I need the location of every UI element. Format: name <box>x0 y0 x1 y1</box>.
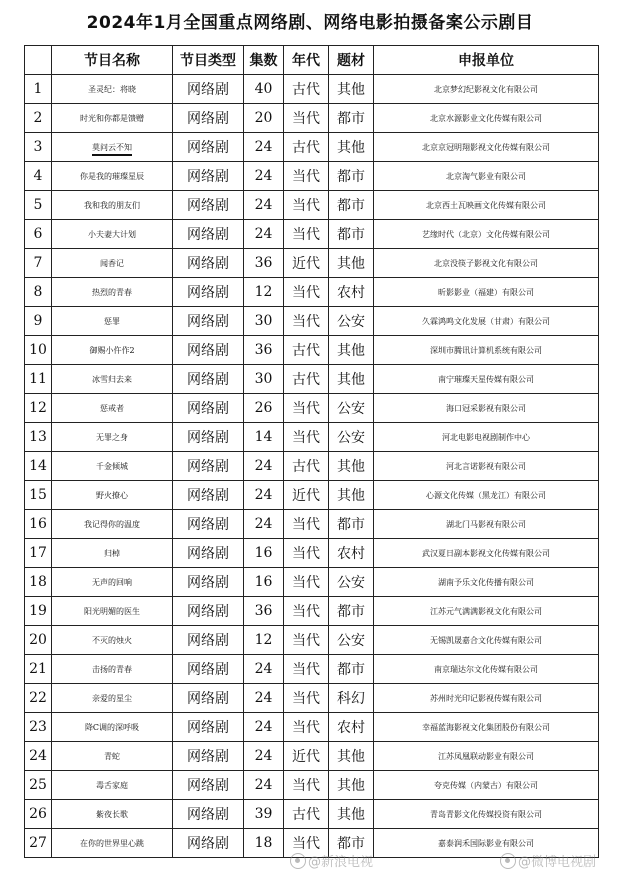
cell-type: 网络剧 <box>173 510 244 539</box>
cell-org: 幸福蓝海影视文化集团股份有限公司 <box>374 713 599 742</box>
table-row <box>25 133 599 162</box>
cell-name: 亲爱的星尘 <box>52 684 173 713</box>
cell-era: 古代 <box>284 365 329 394</box>
cell-name: 紫夜长歌 <box>52 800 173 829</box>
cell-era: 当代 <box>284 655 329 684</box>
header-type: 节目类型 <box>173 46 244 75</box>
header-name: 节目名称 <box>52 46 173 75</box>
cell-episodes: 16 <box>244 568 284 597</box>
cell-org: 艺缘时代（北京）文化传媒有限公司 <box>374 220 599 249</box>
weibo-logo-icon <box>500 853 516 869</box>
cell-episodes: 30 <box>244 365 284 394</box>
table-row <box>25 597 599 626</box>
cell-era: 当代 <box>284 829 329 858</box>
cell-type: 网络剧 <box>173 191 244 220</box>
cell-name: 惩罪 <box>52 307 173 336</box>
cell-type: 网络剧 <box>173 365 244 394</box>
table-row <box>25 336 599 365</box>
cell-org: 河北电影电视剧制作中心 <box>374 423 599 452</box>
cell-org: 江苏元气满满影视文化有限公司 <box>374 597 599 626</box>
cell-type: 网络剧 <box>173 655 244 684</box>
cell-episodes: 20 <box>244 104 284 133</box>
cell-episodes: 40 <box>244 75 284 104</box>
cell-genre: 公安 <box>329 626 374 655</box>
cell-era: 当代 <box>284 220 329 249</box>
cell-episodes: 24 <box>244 481 284 510</box>
cell-genre: 其他 <box>329 742 374 771</box>
cell-genre: 其他 <box>329 452 374 481</box>
cell-name: 千金倾城 <box>52 452 173 481</box>
cell-episodes: 24 <box>244 133 284 162</box>
cell-genre: 都市 <box>329 597 374 626</box>
cell-type: 网络剧 <box>173 423 244 452</box>
cell-episodes: 36 <box>244 249 284 278</box>
filing-table <box>24 45 599 858</box>
cell-era: 近代 <box>284 481 329 510</box>
cell-org: 北京淘气影业有限公司 <box>374 162 599 191</box>
cell-no: 10 <box>25 336 52 365</box>
table-row <box>25 104 599 133</box>
header-era: 年代 <box>284 46 329 75</box>
cell-episodes: 24 <box>244 713 284 742</box>
cell-era: 当代 <box>284 510 329 539</box>
cell-org: 湖南予乐文化传播有限公司 <box>374 568 599 597</box>
cell-no: 16 <box>25 510 52 539</box>
cell-era: 近代 <box>284 742 329 771</box>
cell-no: 12 <box>25 394 52 423</box>
table-row <box>25 162 599 191</box>
page-title: 2024年1月全国重点网络剧、网络电影拍摄备案公示剧目 <box>86 13 534 33</box>
cell-genre: 公安 <box>329 394 374 423</box>
cell-org: 苏州时光印记影视传媒有限公司 <box>374 684 599 713</box>
header-org: 申报单位 <box>374 46 599 75</box>
cell-no: 8 <box>25 278 52 307</box>
cell-no: 18 <box>25 568 52 597</box>
table-header-row <box>25 46 599 75</box>
cell-no: 7 <box>25 249 52 278</box>
table-row <box>25 626 599 655</box>
cell-era: 当代 <box>284 423 329 452</box>
cell-org: 北京没筷子影视文化有限公司 <box>374 249 599 278</box>
cell-org: 无锡凯晟嘉合文化传媒有限公司 <box>374 626 599 655</box>
cell-type: 网络剧 <box>173 104 244 133</box>
table-row <box>25 307 599 336</box>
cell-era: 当代 <box>284 568 329 597</box>
cell-episodes: 24 <box>244 684 284 713</box>
weibo-logo-icon <box>290 853 306 869</box>
cell-episodes: 18 <box>244 829 284 858</box>
cell-org: 昕影影业（福建）有限公司 <box>374 278 599 307</box>
cell-org: 江苏凤凰联动影业有限公司 <box>374 742 599 771</box>
cell-era: 当代 <box>284 713 329 742</box>
cell-org: 深圳市腾讯计算机系统有限公司 <box>374 336 599 365</box>
cell-no: 2 <box>25 104 52 133</box>
table-row <box>25 452 599 481</box>
cell-type: 网络剧 <box>173 771 244 800</box>
cell-org: 久霖鸿鸣文化发展（甘肃）有限公司 <box>374 307 599 336</box>
cell-episodes: 24 <box>244 452 284 481</box>
cell-era: 当代 <box>284 307 329 336</box>
cell-era: 当代 <box>284 162 329 191</box>
cell-genre: 其他 <box>329 481 374 510</box>
cell-org: 青岛青影文化传媒投资有限公司 <box>374 800 599 829</box>
cell-genre: 其他 <box>329 249 374 278</box>
cell-no: 6 <box>25 220 52 249</box>
cell-era: 当代 <box>284 539 329 568</box>
cell-episodes: 36 <box>244 597 284 626</box>
cell-genre: 公安 <box>329 568 374 597</box>
table-row <box>25 568 599 597</box>
cell-genre: 都市 <box>329 220 374 249</box>
cell-name: 我和我的朋友们 <box>52 191 173 220</box>
cell-genre: 其他 <box>329 133 374 162</box>
cell-genre: 其他 <box>329 800 374 829</box>
cell-name: 热烈的青春 <box>52 278 173 307</box>
watermark-weibo-drama <box>500 851 596 870</box>
cell-episodes: 14 <box>244 423 284 452</box>
cell-genre: 其他 <box>329 336 374 365</box>
cell-org: 北京西土瓦映画文化传媒有限公司 <box>374 191 599 220</box>
header-genre: 题材 <box>329 46 374 75</box>
cell-era: 古代 <box>284 452 329 481</box>
cell-name: 不灭的烛火 <box>52 626 173 655</box>
cell-genre: 都市 <box>329 104 374 133</box>
cell-type: 网络剧 <box>173 626 244 655</box>
cell-era: 古代 <box>284 336 329 365</box>
watermark-text: @微博电视剧 <box>518 855 597 870</box>
table-row <box>25 684 599 713</box>
cell-genre: 都市 <box>329 510 374 539</box>
watermark-text: @新浪电视 <box>308 855 374 870</box>
table-row <box>25 278 599 307</box>
cell-era: 古代 <box>284 133 329 162</box>
cell-name: 惩戒者 <box>52 394 173 423</box>
cell-org: 心源文化传媒（黑龙江）有限公司 <box>374 481 599 510</box>
table-row <box>25 655 599 684</box>
cell-type: 网络剧 <box>173 307 244 336</box>
cell-no: 27 <box>25 829 52 858</box>
cell-episodes: 24 <box>244 742 284 771</box>
cell-org: 南京瑞达尔文化传媒有限公司 <box>374 655 599 684</box>
cell-name: 无罪之身 <box>52 423 173 452</box>
cell-no: 14 <box>25 452 52 481</box>
cell-name: 你是我的璀璨星辰 <box>52 162 173 191</box>
cell-name: 青蛇 <box>52 742 173 771</box>
cell-name: 毒舌家庭 <box>52 771 173 800</box>
cell-name: 在你的世界里心跳 <box>52 829 173 858</box>
table-row <box>25 742 599 771</box>
cell-genre: 农村 <box>329 278 374 307</box>
table-row <box>25 394 599 423</box>
table-row <box>25 220 599 249</box>
cell-org: 北京梦幻纪影视文化有限公司 <box>374 75 599 104</box>
cell-no: 13 <box>25 423 52 452</box>
table-row <box>25 510 599 539</box>
table-row <box>25 75 599 104</box>
cell-era: 当代 <box>284 597 329 626</box>
cell-name: 冰雪归去来 <box>52 365 173 394</box>
table-row <box>25 539 599 568</box>
table-row <box>25 423 599 452</box>
table-row <box>25 481 599 510</box>
cell-no: 22 <box>25 684 52 713</box>
watermark-sina-tv <box>290 851 373 870</box>
cell-type: 网络剧 <box>173 713 244 742</box>
table-row <box>25 191 599 220</box>
table-row <box>25 249 599 278</box>
table-row <box>25 771 599 800</box>
cell-type: 网络剧 <box>173 539 244 568</box>
cell-org: 北京水源影业文化传媒有限公司 <box>374 104 599 133</box>
cell-type: 网络剧 <box>173 220 244 249</box>
cell-era: 当代 <box>284 394 329 423</box>
cell-episodes: 30 <box>244 307 284 336</box>
cell-no: 1 <box>25 75 52 104</box>
cell-org: 嘉泰润禾国际影业有限公司 <box>374 829 599 858</box>
cell-name: 无声的回响 <box>52 568 173 597</box>
header-no <box>25 46 52 75</box>
cell-name: 闻香记 <box>52 249 173 278</box>
cell-no: 3 <box>25 133 52 162</box>
cell-name: 阳光明媚的医生 <box>52 597 173 626</box>
cell-type: 网络剧 <box>173 162 244 191</box>
cell-org: 北京京冠明翔影视文化传媒有限公司 <box>374 133 599 162</box>
cell-episodes: 24 <box>244 191 284 220</box>
cell-name: 圣灵纪：将晓 <box>52 75 173 104</box>
cell-no: 20 <box>25 626 52 655</box>
cell-name: 御赐小仵作2 <box>52 336 173 365</box>
cell-type: 网络剧 <box>173 394 244 423</box>
cell-type: 网络剧 <box>173 481 244 510</box>
cell-era: 古代 <box>284 75 329 104</box>
cell-genre: 都市 <box>329 655 374 684</box>
header-episodes: 集数 <box>244 46 284 75</box>
cell-genre: 其他 <box>329 365 374 394</box>
cell-no: 24 <box>25 742 52 771</box>
underlined-title: 莫问云不知 <box>92 142 132 152</box>
cell-org: 河北言诺影视有限公司 <box>374 452 599 481</box>
cell-type: 网络剧 <box>173 829 244 858</box>
cell-genre: 都市 <box>329 162 374 191</box>
cell-episodes: 36 <box>244 336 284 365</box>
cell-era: 当代 <box>284 684 329 713</box>
cell-era: 当代 <box>284 278 329 307</box>
cell-no: 21 <box>25 655 52 684</box>
table-row <box>25 365 599 394</box>
cell-no: 15 <box>25 481 52 510</box>
cell-type: 网络剧 <box>173 568 244 597</box>
table-row <box>25 800 599 829</box>
cell-genre: 农村 <box>329 539 374 568</box>
cell-no: 9 <box>25 307 52 336</box>
cell-name: 击扬的青春 <box>52 655 173 684</box>
cell-episodes: 24 <box>244 220 284 249</box>
cell-type: 网络剧 <box>173 597 244 626</box>
cell-org: 武汉夏日副本影视文化传媒有限公司 <box>374 539 599 568</box>
cell-genre: 农村 <box>329 713 374 742</box>
cell-org: 夸克传媒（内蒙古）有限公司 <box>374 771 599 800</box>
cell-episodes: 16 <box>244 539 284 568</box>
cell-episodes: 24 <box>244 655 284 684</box>
cell-episodes: 24 <box>244 510 284 539</box>
cell-episodes: 12 <box>244 278 284 307</box>
cell-era: 当代 <box>284 104 329 133</box>
cell-name: 小夫妻大计划 <box>52 220 173 249</box>
cell-type: 网络剧 <box>173 75 244 104</box>
cell-genre: 公安 <box>329 307 374 336</box>
cell-org: 湖北门马影视有限公司 <box>374 510 599 539</box>
cell-genre: 其他 <box>329 75 374 104</box>
cell-no: 25 <box>25 771 52 800</box>
cell-type: 网络剧 <box>173 336 244 365</box>
cell-name <box>52 133 173 162</box>
cell-era: 当代 <box>284 771 329 800</box>
cell-genre: 都市 <box>329 191 374 220</box>
cell-genre: 都市 <box>329 829 374 858</box>
cell-name: 我记得你的温度 <box>52 510 173 539</box>
cell-episodes: 26 <box>244 394 284 423</box>
cell-org: 海口冠采影视有限公司 <box>374 394 599 423</box>
cell-no: 5 <box>25 191 52 220</box>
cell-no: 19 <box>25 597 52 626</box>
cell-no: 11 <box>25 365 52 394</box>
cell-no: 4 <box>25 162 52 191</box>
cell-era: 当代 <box>284 191 329 220</box>
cell-type: 网络剧 <box>173 278 244 307</box>
cell-name: 时光和你都是馈赠 <box>52 104 173 133</box>
cell-episodes: 24 <box>244 162 284 191</box>
cell-episodes: 39 <box>244 800 284 829</box>
cell-era: 当代 <box>284 626 329 655</box>
cell-name: 降C调的深呼吸 <box>52 713 173 742</box>
cell-org: 南宁璀璨天星传媒有限公司 <box>374 365 599 394</box>
cell-era: 古代 <box>284 800 329 829</box>
cell-type: 网络剧 <box>173 249 244 278</box>
cell-type: 网络剧 <box>173 133 244 162</box>
cell-genre: 其他 <box>329 771 374 800</box>
cell-genre: 科幻 <box>329 684 374 713</box>
cell-no: 26 <box>25 800 52 829</box>
cell-no: 23 <box>25 713 52 742</box>
cell-type: 网络剧 <box>173 800 244 829</box>
cell-type: 网络剧 <box>173 742 244 771</box>
cell-name: 野火撩心 <box>52 481 173 510</box>
cell-no: 17 <box>25 539 52 568</box>
table-row <box>25 713 599 742</box>
cell-type: 网络剧 <box>173 452 244 481</box>
cell-episodes: 12 <box>244 626 284 655</box>
cell-type: 网络剧 <box>173 684 244 713</box>
cell-era: 近代 <box>284 249 329 278</box>
cell-name: 归棹 <box>52 539 173 568</box>
cell-episodes: 24 <box>244 771 284 800</box>
cell-genre: 公安 <box>329 423 374 452</box>
